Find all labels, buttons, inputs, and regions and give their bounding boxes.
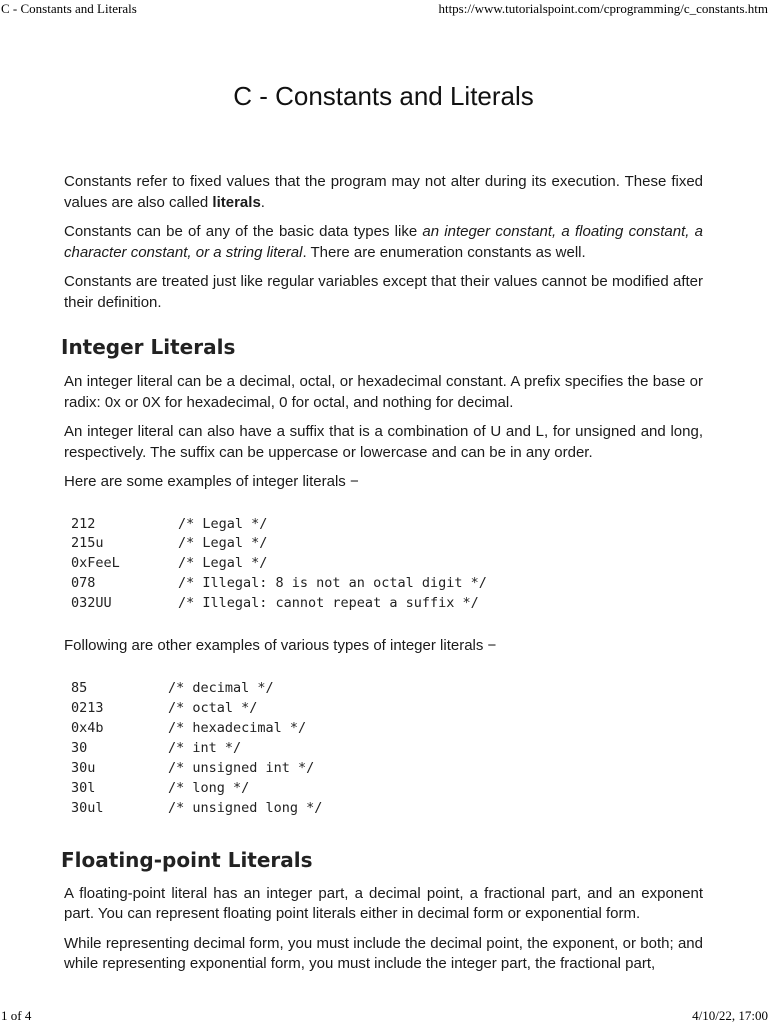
page-count: 1 of 4 <box>1 1008 32 1023</box>
literal-comment: /* Illegal: 8 is not an octal digit */ <box>178 575 487 592</box>
integer-paragraph-2: An integer literal can also have a suffix that is a combination of U and L, for unsigned and long, respectively. The suffix can be uppercase or lowercase and can be in any order. <box>64 423 703 461</box>
print-header-title: C - Constants and Literals <box>1 1 137 16</box>
floating-literals-heading: Floating-point Literals <box>61 847 313 872</box>
integer-types-code <box>64 679 703 818</box>
print-footer <box>0 1008 768 1024</box>
literal-comment: /* unsigned long */ <box>168 799 323 816</box>
literal-comment: /* decimal */ <box>168 680 274 697</box>
print-timestamp: 4/10/22, 17:00 <box>692 1008 768 1023</box>
intro-paragraph-3: Constants are treated just like regular variables except that their values cannot be modified after their definition. <box>64 273 703 311</box>
literal-value: 215u <box>71 535 104 552</box>
literal-comment: /* int */ <box>168 740 242 757</box>
integer-literals-heading: Integer Literals <box>61 335 236 359</box>
code-line <box>71 534 703 554</box>
code-line <box>71 759 703 779</box>
code-line <box>71 679 703 699</box>
code-line <box>71 779 703 799</box>
literal-comment: /* hexadecimal */ <box>168 720 307 737</box>
integer-paragraph-4: Following are other examples of various types of integer literals − <box>64 636 497 654</box>
literal-comment: /* long */ <box>168 779 250 796</box>
literal-value: 30ul <box>71 799 104 816</box>
integer-examples-code <box>64 515 703 614</box>
print-header <box>0 1 768 17</box>
floating-paragraph-2: While representing decimal form, you must include the decimal point, the exponent, or both; and while representing exponential form, you must include the integer part, the fractional part, <box>64 934 703 973</box>
literal-comment: /* Legal */ <box>178 535 268 552</box>
literal-comment: /* Illegal: cannot repeat a suffix */ <box>178 595 479 612</box>
literal-comment: /* octal */ <box>168 700 258 717</box>
literal-value: 212 <box>71 515 96 532</box>
code-line <box>71 574 703 594</box>
intro-paragraph-2 <box>64 222 703 263</box>
literals-term: literals <box>212 193 261 211</box>
code-line <box>71 739 703 759</box>
code-line <box>71 594 703 614</box>
literal-value: 0213 <box>71 700 104 717</box>
literal-comment: /* Legal */ <box>178 515 268 532</box>
literal-value: 032UU <box>71 595 112 612</box>
print-header-url: https://www.tutorialspoint.com/cprogramming/c_constants.htm <box>438 1 768 16</box>
article-content <box>61 78 703 975</box>
floating-paragraph-1: A floating-point literal has an integer part, a decimal point, a fractional part, and an exponent part. You can represent floating point literals either in decimal form or exponential form. <box>64 884 703 923</box>
code-line <box>71 554 703 574</box>
code-line <box>71 699 703 719</box>
integer-paragraph-1: An integer literal can be a decimal, octal, or hexadecimal constant. A prefix specifies the base or radix: 0x or 0X for hexadecimal, 0 for octal, and nothing for decimal. <box>64 373 703 411</box>
literal-value: 0x4b <box>71 720 104 737</box>
literal-value: 30u <box>71 760 96 777</box>
intro-paragraph-1 <box>64 172 703 213</box>
literal-value: 078 <box>71 575 96 592</box>
page-title: C - Constants and Literals <box>233 81 534 111</box>
code-line <box>71 799 703 819</box>
intro-p1-text: Constants refer to fixed values that the program may not alter during its execution. These fixed values are also called <box>64 173 703 211</box>
intro-p2-end: . There are enumeration constants as well. <box>302 243 586 261</box>
intro-p2-text: Constants can be of any of the basic data types like <box>64 223 423 240</box>
literal-value: 30 <box>71 740 88 757</box>
data-types-list: an integer constant, a floating constant, a character constant, or a string literal <box>64 223 703 261</box>
literal-comment: /* Legal */ <box>178 555 268 572</box>
literal-value: 30l <box>71 779 96 796</box>
code-line <box>71 719 703 739</box>
intro-p1-end: . <box>260 193 265 211</box>
literal-value: 85 <box>71 680 88 697</box>
integer-paragraph-3: Here are some examples of integer literals − <box>64 473 359 490</box>
literal-value: 0xFeeL <box>71 555 120 572</box>
literal-comment: /* unsigned int */ <box>168 760 315 777</box>
code-line <box>71 515 703 535</box>
